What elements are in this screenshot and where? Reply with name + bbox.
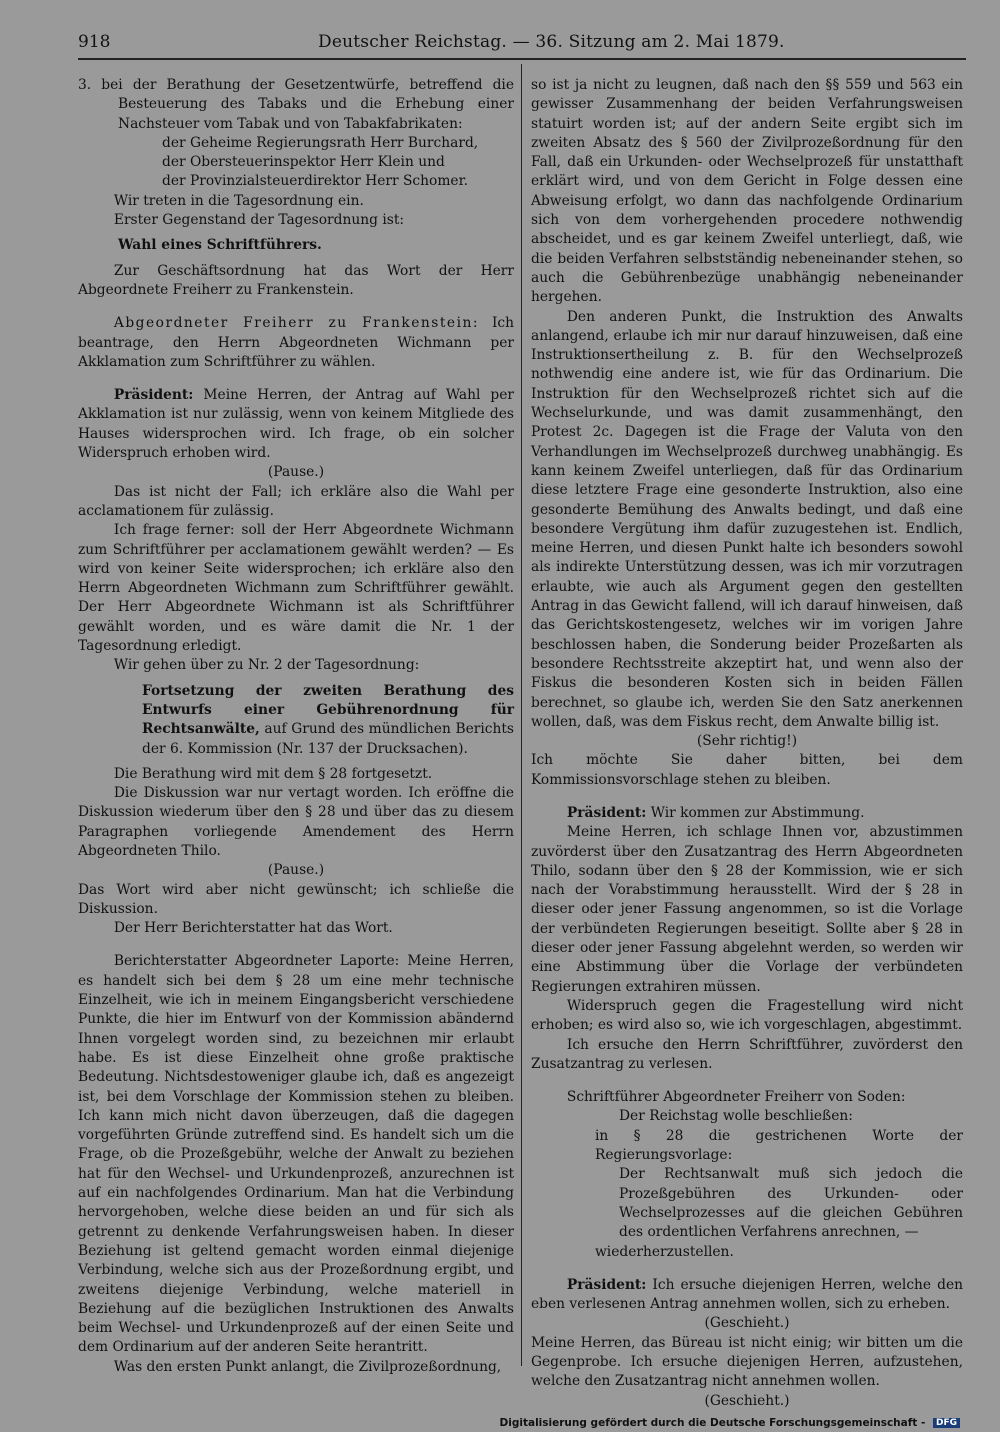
page-header	[78, 32, 964, 56]
commissioner-list	[78, 134, 514, 192]
speaker-name: Präsident:	[113, 387, 194, 404]
digitization-credit	[500, 1417, 960, 1429]
paragraph: Den anderen Punkt, die Instruktion des Anwalts anlangend, erlaube ich mir nur darauf hinzuweisen, daß eine Instruktionsertheilung z. B. für den Wechselprozeß nothwendig eine andere ist, wie für das Ordinarium. Die Instruktion für den Wechselprozeß richtet sich auf die Wechselurkunde, und was damit zusammenhängt, den Protest 2c. Dagegen ist die Frage der Valuta von den Verhandlungen im Wechselprozeß durchweg unabhängig. Es kann keinem Zweifel unterliegen, daß für das Ordinarium diese letztere Frage eine gesonderte Instruktion, also eine gesonderte Bemühung des Anwalts bedingt, und daß eine besondere Vergütung ihm dafür zuzugestehen ist. Endlich, meine Herren, und diesen Punkt halte ich besonders sowohl als indirekte Unterstützung dessen, was ich mir vorzutragen erlaubte, wie auch als Argument gegen den gestellten Antrag in das Gewicht fallend, will ich darauf hinweisen, daß das Gerichtskostengesetz, welches wir im vorigen Jahre beschlossen haben, die Sonderung beider Prozeßarten als besondere Rechtsstreite akzeptirt hat, und wenn also der Fiskus die besonderen Kosten sich in beiden Fällen berechnet, so glaube ich, werden Sie den Satz anerkennen wollen, daß, was dem Fiskus recht, dem Anwalte billig ist.	[531, 308, 963, 730]
paragraph: Ich ersuche den Herrn Schriftführer, zuvörderst den Zusatzantrag zu verlesen.	[531, 1036, 963, 1072]
paragraph: Widerspruch gegen die Fragestellung wird nicht erhoben; es wird also so, wie ich vorgeschlagen, abgestimmt.	[531, 997, 963, 1034]
speaker-name: Abgeordneter Freiherr zu Frankenstein:	[113, 315, 480, 332]
motion-line: Der Reichstag wolle beschließen:	[619, 1108, 853, 1125]
paragraph: Die Berathung wird mit dem § 28 fortgesetzt.	[113, 765, 433, 782]
commissioner-name: der Geheime Regierungsrath Herr Burchard,	[162, 134, 479, 151]
paragraph: Meine Herren, ich schlage Ihnen vor, abzustimmen zuvörderst über den Zusatzantrag des Herrn Abgeordneten Thilo, sodann über den § 28 der Kommission, wie er sich nach der Vorabstimmung herausstellt. Wird der § 28 in dieser oder jener Fassung angenommen, so ist die Vorlage der verbündeten Regierungen beseitigt. Sollte aber § 28 in dieser oder jener Fassung abgelehnt werden, so werden wir eine Abstimmung über die Vorlage der verbündeten Regierungen extrahiren müssen.	[531, 824, 963, 995]
dfg-logo: DFG	[933, 1418, 960, 1428]
motion-line: wiederherzustellen.	[595, 1243, 734, 1260]
paragraph: Erster Gegenstand der Tagesordnung ist:	[113, 212, 405, 229]
speech-text: Ich ersuche diejenigen Herren, welche den eben verlesenen Antrag annehmen wollen, sich zu erheben.	[531, 1276, 963, 1313]
pause-note: (Pause.)	[267, 862, 325, 879]
motion-line: in § 28 die gestrichenen Worte der Regierungsvorlage:	[595, 1127, 963, 1164]
agenda-heading	[78, 682, 514, 759]
section-heading: Wahl eines Schriftführers.	[118, 237, 322, 254]
left-column	[78, 76, 514, 1377]
speech-text: Wir kommen zur Abstimmung.	[650, 804, 865, 821]
header-rule	[78, 58, 966, 60]
action-note: (Geschieht.)	[704, 1392, 790, 1409]
action-note: (Geschieht.)	[704, 1315, 790, 1332]
running-title: Deutscher Reichstag. — 36. Sitzung am 2. Mai 1879.	[318, 32, 785, 52]
paragraph: Wir treten in die Tagesordnung ein.	[113, 192, 364, 209]
speech	[531, 1276, 963, 1315]
speech	[78, 314, 514, 372]
agenda-heading-detail: auf Grund des mündlichen Berichts der 6. Kommission (Nr. 137 der Drucksachen).	[142, 721, 514, 757]
paragraph: so ist ja nicht zu leugnen, daß nach den §§ 559 und 563 ein gewisser Zusammenhang der beiden Verfahrungsweisen statuirt worden ist; auf der andern Seite ergibt sich im zweiten Absatz des § 560 der Zivilprozeßordnung für den Fall, daß ein Urkunden- oder Wechselprozeß für unstatthaft erklärt wird, und von dem Gericht in Folge dessen eine Abweisung erfolgt, wo dann das nachfolgende Ordinarium sich von dem vorhergehenden procedere nothwendig abscheidet, und es gar keinem Zweifel unterliegt, daß, wie die beiden Verfahren selbstständig nebeneinander stehen, so auch die Gebührenbezüge unabhängig nebeneinander hergehen.	[531, 77, 963, 306]
speech	[78, 386, 514, 463]
motion-quote: Der Rechtsanwalt muß sich jedoch die Prozeßgebühren des Urkunden- oder Wechselprozesses auf die gleichen Gebühren des ordentlichen Verfahrens anrechnen, —	[619, 1166, 963, 1241]
agenda-item-3: 3. bei der Berathung der Gesetzentwürfe, betreffend die Besteuerung des Tabaks und die Erhebung einer Nachsteuer vom Tabak und von Tabakfabrikaten:	[78, 77, 514, 132]
page-number: 918	[78, 32, 111, 52]
speech-text: Meine Herren, es handelt sich bei dem § 28 um eine mehr technische Einzelheit, wie ich in meinem Eingangsbericht verschiedene Punkte, die hier im Entwurf von der Kommission abändernd Ihnen vorgelegt worden sind, zu bezeichnen mir erlaubt habe. Es ist diese Einzelheit ohne große praktische Bedeutung. Nichtsdestoweniger glaube ich, daß es angezeigt ist, bei dem Vorschlage der Kommission stehen zu bleiben. Ich kann mich nicht davon überzeugen, daß die dagegen vorgeführten Gründe zutreffend sind. Es handelt sich um die Frage, ob die Prozeßgebühr, welche der Anwalt zu beziehen hat für den Wechsel- und Urkundenprozeß, anzurechnen ist auf ein nachfolgendes Ordinarium. Man hat die Verbindung hervorgehoben, welche diese beiden an und für sich als getrennt zu denkende Verfahrungsweisen haben. In dieser Beziehung ist geltend gemacht worden einmal diejenige Verbindung, welche sich aus der Prozeßordnung ergibt, und zweitens diejenige Verbindung, welche materiell in Beziehung auf die bezüglichen Instruktionen des Anwalts beim Wechsel- und Urkundenprozeß auf der einen Seite und dem Ordinarium auf der anderen Seite herantritt.	[78, 953, 514, 1356]
paragraph: Die Diskussion war nur vertagt worden. Ich eröffne die Diskussion wiederum über den § 28 und über das zu diesem Paragraphen vorliegende Amendement des Herrn Abgeordneten Thilo.	[78, 785, 514, 859]
speaker-name: Präsident:	[566, 804, 647, 821]
paragraph: Das ist nicht der Fall; ich erkläre also die Wahl per acclamationem für zulässig.	[78, 483, 514, 519]
column-divider	[521, 64, 522, 1366]
agenda-heading-title: Fortsetzung der zweiten Berathung des Entwurfs einer Gebührenordnung für Rechtsanwälte,	[142, 682, 514, 738]
speech-text: Meine Herren, der Antrag auf Wahl per Akklamation ist nur zulässig, wenn von keinem Mitgliede des Hauses widersprochen wird. Ich frage, ob ein solcher Widerspruch erhoben wird.	[78, 387, 514, 462]
right-column	[531, 76, 963, 1411]
paragraph: Der Herr Berichterstatter hat das Wort.	[113, 920, 393, 937]
speaker-name: Präsident:	[566, 1276, 647, 1293]
paragraph: Wir gehen über zu Nr. 2 der Tagesordnung:	[113, 657, 420, 674]
credit-text: Digitalisierung gefördert durch die Deutsche Forschungsgemeinschaft -	[499, 1417, 926, 1429]
speaker-line: Schriftführer Abgeordneter Freiherr von Soden:	[566, 1089, 906, 1106]
speech-text: Ich beantrage, den Herrn Abgeordneten Wichmann per Akklamation zum Schriftführer zu wählen.	[78, 315, 515, 370]
commissioner-name: der Obersteuerinspektor Herr Klein und	[162, 154, 445, 171]
pause-note: (Pause.)	[267, 464, 325, 481]
speaker-name: Berichterstatter Abgeordneter Laporte:	[113, 953, 400, 970]
speech	[531, 804, 963, 823]
applause-note: (Sehr richtig!)	[696, 733, 798, 750]
paragraph: Zur Geschäftsordnung hat das Wort der Herr Abgeordnete Freiherr zu Frankenstein.	[78, 262, 514, 298]
paragraph: Meine Herren, das Büreau ist nicht einig; wir bitten um die Gegenprobe. Ich ersuche diejenigen Herren, aufzustehen, welche den Zusatzantrag nicht annehmen wollen.	[531, 1334, 963, 1390]
paragraph: Das Wort wird aber nicht gewünscht; ich schließe die Diskussion.	[78, 881, 514, 917]
paragraph: Ich möchte Sie daher bitten, bei dem Kommissionsvorschlage stehen zu bleiben.	[531, 752, 963, 788]
speech	[78, 952, 514, 1357]
paragraph: Ich frage ferner: soll der Herr Abgeordnete Wichmann zum Schriftführer per acclamationem gewählt werden? — Es wird von keiner Seite widersprochen; ich erkläre also den Herrn Abgeordneten Wichmann zum Schriftführer gewählt. Der Herr Abgeordnete Wichmann ist als Schriftführer gewählt worden, und es wäre damit die Nr. 1 der Tagesordnung erledigt.	[78, 522, 514, 655]
commissioner-name: der Provinzialsteuerdirektor Herr Schomer.	[162, 173, 469, 190]
paragraph: Was den ersten Punkt anlangt, die Zivilprozeßordnung,	[113, 1358, 502, 1375]
